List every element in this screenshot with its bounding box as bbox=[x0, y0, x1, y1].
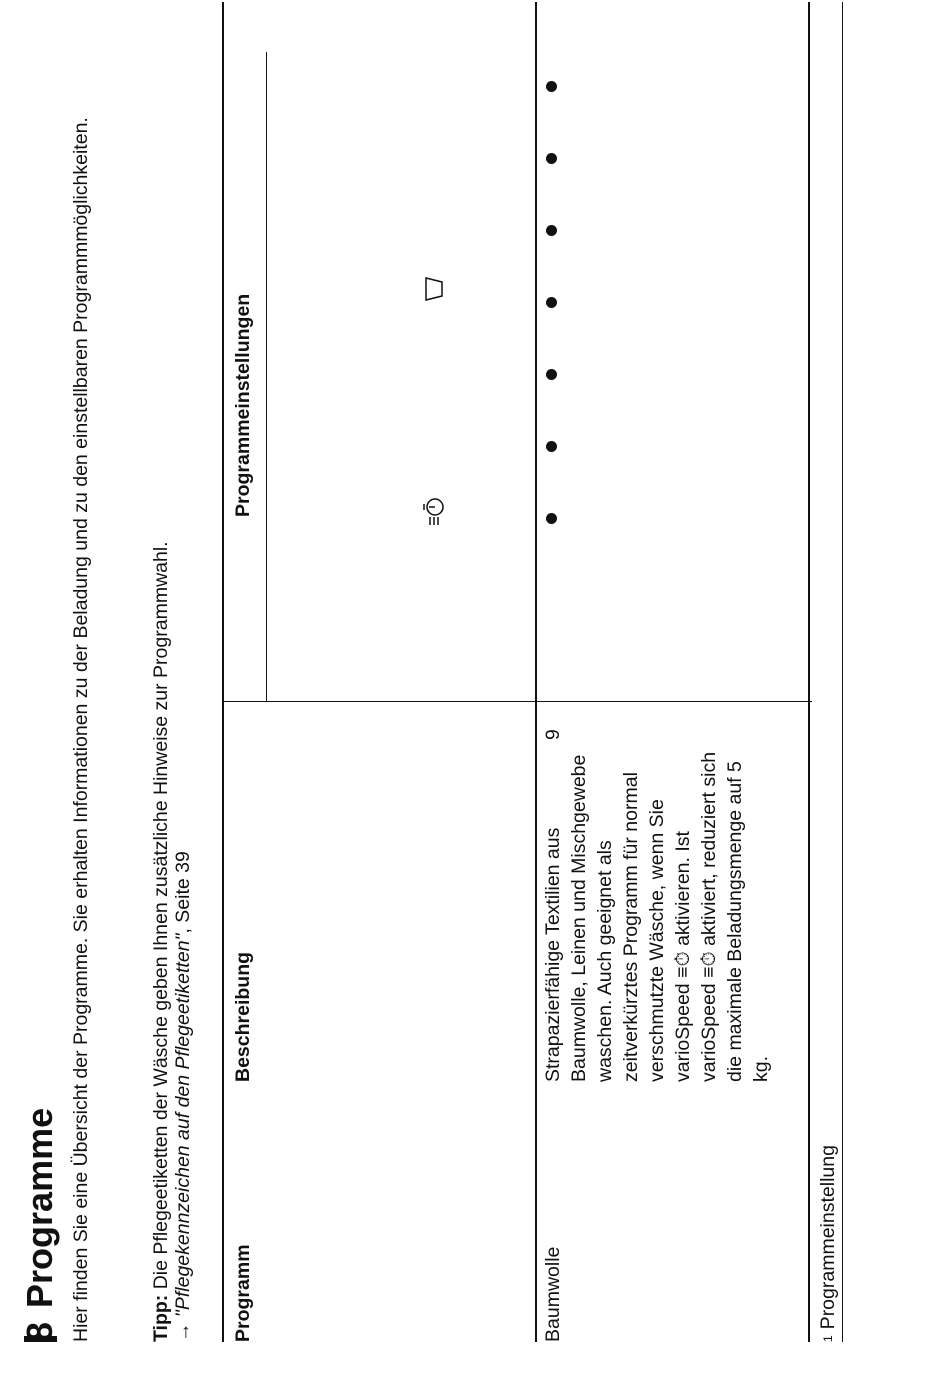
vario-speed-icon bbox=[420, 495, 451, 527]
header-settings: Programmeinstellungen bbox=[232, 293, 254, 517]
table-row-load: 9 bbox=[542, 729, 564, 740]
footnote bbox=[817, 1145, 839, 1342]
table-bottom-rule bbox=[808, 2, 810, 1342]
setting-dot bbox=[546, 369, 557, 380]
setting-dot bbox=[546, 441, 557, 452]
tip-label: Tipp: bbox=[150, 1294, 172, 1342]
setting-dot bbox=[546, 225, 557, 236]
section-title: Programme bbox=[19, 1107, 60, 1308]
spin-drum-icon bbox=[423, 276, 450, 302]
setting-dot bbox=[546, 513, 557, 524]
footnote-marker: 1 bbox=[821, 1335, 835, 1342]
intro-text: Hier finden Sie eine Übersicht der Programme. Sie erhalten Informationen zu der Beladung und zu den einstellbaren Programmmöglichkeiten. bbox=[70, 117, 92, 1342]
tip-reference-link[interactable]: "Pflegekennzeichen auf den Pflegeetiketten" bbox=[172, 933, 194, 1318]
page-title bbox=[20, 1108, 60, 1342]
setting-dot bbox=[546, 153, 557, 164]
tip-page-ref: , Seite 39 bbox=[172, 851, 194, 934]
header-program: Programm bbox=[232, 1244, 254, 1342]
settings-header-divider bbox=[222, 701, 812, 702]
footnote-rule bbox=[842, 2, 843, 1342]
tip-text: Die Pflegeetiketten der Wäsche geben Ihnen zusätzliche Hinweise zur Programmwahl. bbox=[150, 541, 172, 1295]
header-description: Beschreibung bbox=[232, 951, 254, 1082]
settings-subheader-rule bbox=[266, 52, 267, 702]
setting-dot bbox=[546, 297, 557, 308]
section-number: 8 bbox=[19, 1321, 60, 1342]
footnote-text: Programmeinstellung bbox=[817, 1145, 839, 1330]
table-row-description: Strapazierfähige Textilien aus Baumwolle, Leinen und Mischgewebe waschen. Auch geeignet als zeitverkürztes Programm für normal verschmutzte Wäsche, wenn Sie varioSpeed ≡⏱ aktivieren. Ist varioSpeed ≡⏱ aktiviert, reduziert sich die maximale Beladungsmenge auf 5 kg. bbox=[542, 751, 772, 1082]
header-body-rule bbox=[535, 2, 537, 1342]
tip-paragraph bbox=[150, 62, 194, 1342]
table-top-rule bbox=[222, 2, 224, 1342]
setting-dot bbox=[546, 81, 557, 92]
table-row-program: Baumwolle bbox=[542, 1246, 564, 1342]
arrow-icon: → bbox=[172, 1317, 194, 1342]
